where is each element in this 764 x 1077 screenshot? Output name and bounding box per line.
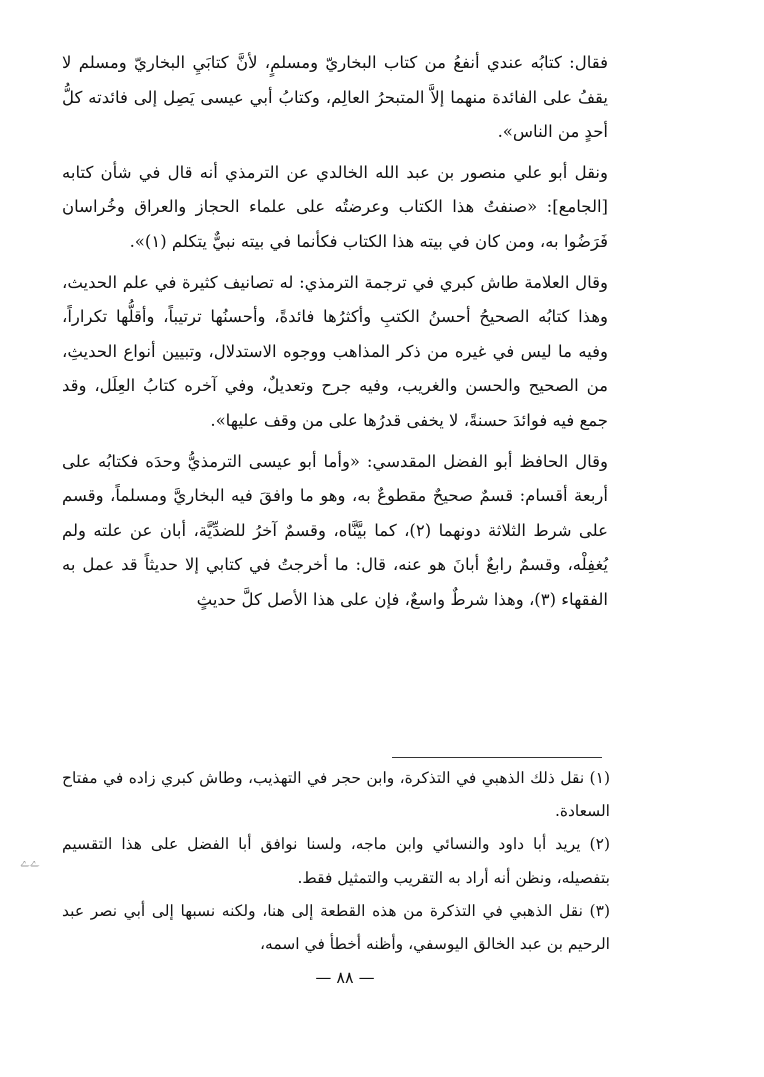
margin-mark: ﮮﮮ <box>20 852 40 868</box>
main-text <box>62 46 608 618</box>
footnote-2: (٢) يريد أبا داود والنسائي وابن ماجه، ولسنا نوافق أبا الفضل على هذا التقسيم بتفصيله، ونظن أنه أراد به التقريب والتمثيل فقط. <box>62 835 610 887</box>
paragraph-3: وقال العلامة طاش كبري في ترجمة الترمذي: له تصانيف كثيرة في علم الحديث، وهذا كتابُه الصحيحُ أحسنُ الكتبِ وأكثرُها فائدةً، وأحسنُها ترتيباً، وأقلُّها تكراراً، وفيه ما ليس في غيره من ذكر المذاهب ووجوه الاستدلال، وتبيين أنواع الحديثِ، من الصحيح والحسن والغريب، وفيه جرح وتعديلٌ، وفي آخره كتابُ العِلَل، وقد جمع فيه فوائدَ حسنةً، لا يخفى قدرُها على من وقف عليها». <box>62 272 608 430</box>
footnote-separator <box>392 757 602 758</box>
footnote-1: (١) نقل ذلك الذهبي في التذكرة، وابن حجر في التهذيب، وطاش كبري زاده في مفتاح السعادة. <box>62 769 610 821</box>
paragraph-4: وقال الحافظ أبو الفضل المقدسي: «وأما أبو عيسى الترمذيُّ وحدَه فكتابُه على أربعة أقسام: قسمٌ صحيحٌ مقطوعٌ به، وهو ما وافقَ فيه البخاريَّ ومسلماً، وقسم على شرط الثلاثة دونهما (٢)، كما بيَّنَّاه، وقسمٌ آخرُ للضدِّيَّة، أبان عن علته ولم يُغفِلْه، وقسمٌ رابعٌ أبانَ هو عنه، قال: ما أخرجتُ في كتابي إلا حديثاً قد عمل به الفقهاء (٣)، وهذا شرطٌ واسعٌ، فإن على هذا الأصل كلَّ حديثٍ <box>62 451 608 609</box>
footnote-3: (٣) نقل الذهبي في التذكرة من هذه القطعة إلى هنا، ولكنه نسبها إلى أبي نصر عبد الرحيم بن عبد الخالق اليوسفي، وأظنه أخطأ في اسمه، <box>62 901 610 954</box>
page-number: — ٨٨ — <box>315 968 375 987</box>
paragraph-1: فقال: كتابُه عندي أنفعُ من كتاب البخاريّ ومسلمٍ، لأنَّ كتابَيِ البخاريّ ومسلم لا يقفُ على الفائدة منهما إلاَّ المتبحرُ العالِم، وكتابُ أبي عيسى يَصِل إلى فائدته كلُّ أحدٍ من الناس». <box>62 53 608 142</box>
footnotes <box>62 762 610 961</box>
paragraph-2: ونقل أبو علي منصور بن عبد الله الخالدي عن الترمذي أنه قال في شأن كتابه [الجامع]: «صنفتُ هذا الكتاب وعرضتُه على علماء الحجاز والعراق وخُراسان فَرَضُوا به، ومن كان في بيته هذا الكتاب فكأنما في بيته نبيٌّ يتكلم (١)». <box>62 162 608 251</box>
